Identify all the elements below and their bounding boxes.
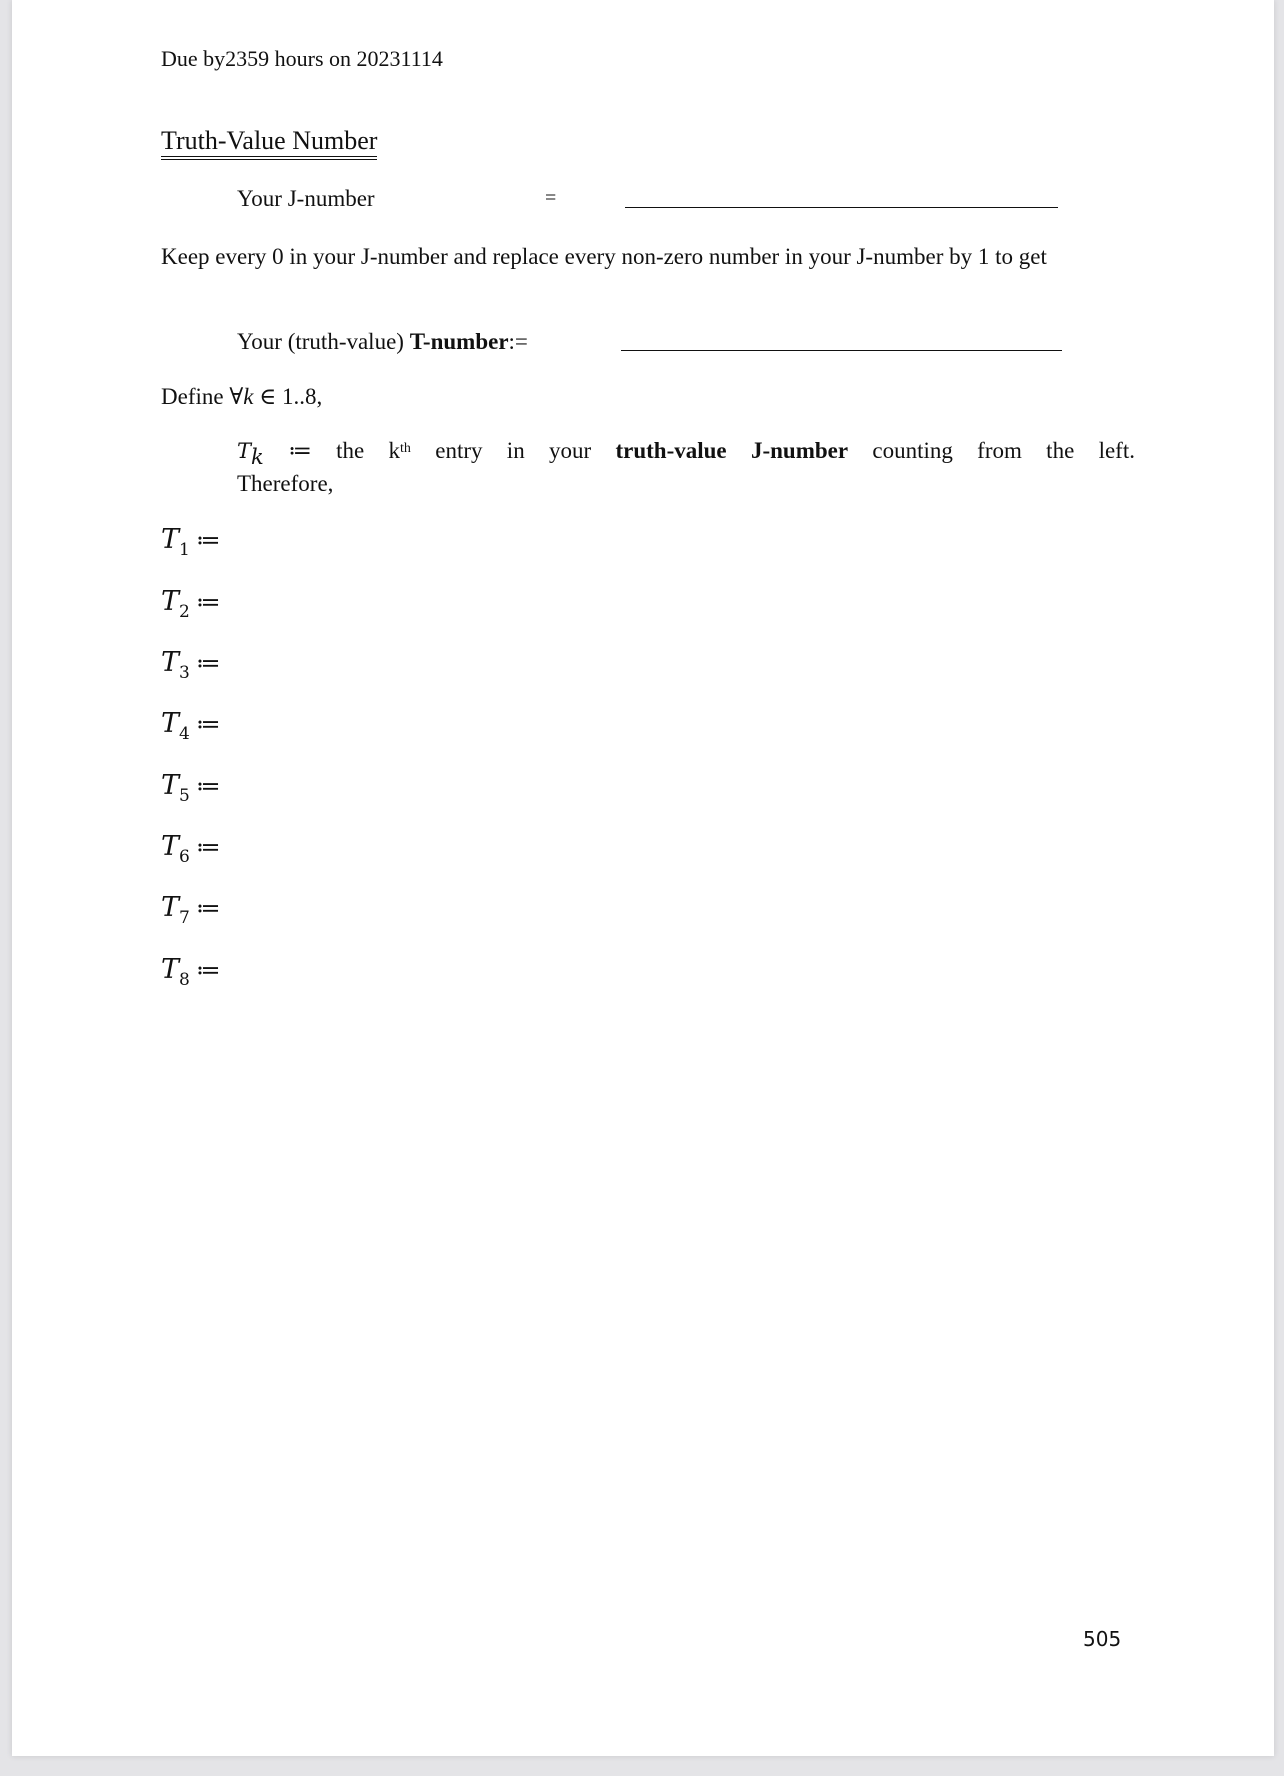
jnumber-label: Your J-number [237,186,375,211]
tk-superscript: th [400,441,411,456]
definition-line [161,384,322,410]
tk-text-before: the k [311,438,401,463]
t-index: 6 [179,847,190,867]
instruction-paragraph: Keep every 0 in your J-number and replace every non-zero number in your J-number by 1 to get [161,244,1047,269]
t-assign: ≔ [195,710,221,738]
t-index: 4 [179,724,190,744]
t-index: 8 [179,970,190,990]
t-symbol: T [161,708,180,739]
t-assign: ≔ [195,772,221,800]
t-index: 1 [179,540,190,560]
t-index: 5 [179,786,190,806]
t-assign: ≔ [195,956,221,984]
t-variable-2 [161,586,221,622]
t-assign: ≔ [195,833,221,861]
tk-definition [237,438,1135,469]
tk-bold: truth-value J-number [615,438,849,463]
tk-assign: ≔ [288,438,312,463]
page-number: 505 [1083,1627,1122,1651]
section-title: Truth-Value Number [161,126,378,155]
tk-ending: counting from the left. [848,438,1135,463]
t-variable-4 [161,708,221,744]
t-index: 3 [179,663,190,683]
t-variable-7 [161,892,221,928]
t-symbol: T [161,647,180,678]
t-variable-6 [161,831,221,867]
t-variable-5 [161,770,221,806]
t-assign: ≔ [195,588,221,616]
t-variable-8 [161,954,221,990]
t-index: 7 [179,908,190,928]
definition-rest: ∈ 1..8, [253,384,323,409]
t-index: 2 [179,602,190,622]
therefore-text: Therefore, [237,471,334,496]
tnumber-assign: := [508,329,528,354]
t-assign: ≔ [195,526,221,554]
definition-var: k [243,384,254,409]
tnumber-label [237,329,528,355]
t-symbol: T [161,831,180,862]
tnumber-blank-line [621,350,1062,351]
tk-text-after: entry in your [410,438,616,463]
t-symbol: T [161,954,180,985]
tnumber-label-bold: T-number [409,329,509,354]
t-variable-1 [161,524,221,560]
t-symbol: T [161,524,180,555]
t-assign: ≔ [195,649,221,677]
t-assign: ≔ [195,894,221,922]
definition-prefix: Define ∀ [161,384,244,409]
due-date-header: Due by2359 hours on 20231114 [161,46,443,71]
document-page [12,0,1274,1756]
t-symbol: T [161,892,180,923]
t-symbol: T [161,586,180,617]
t-variable-3 [161,647,221,683]
tnumber-label-prefix: Your (truth-value) [237,329,410,354]
tk-symbol: T [237,439,252,463]
jnumber-equals: = [545,187,557,209]
t-symbol: T [161,770,180,801]
jnumber-blank-line [625,207,1058,208]
tk-subscript: k [251,444,264,469]
